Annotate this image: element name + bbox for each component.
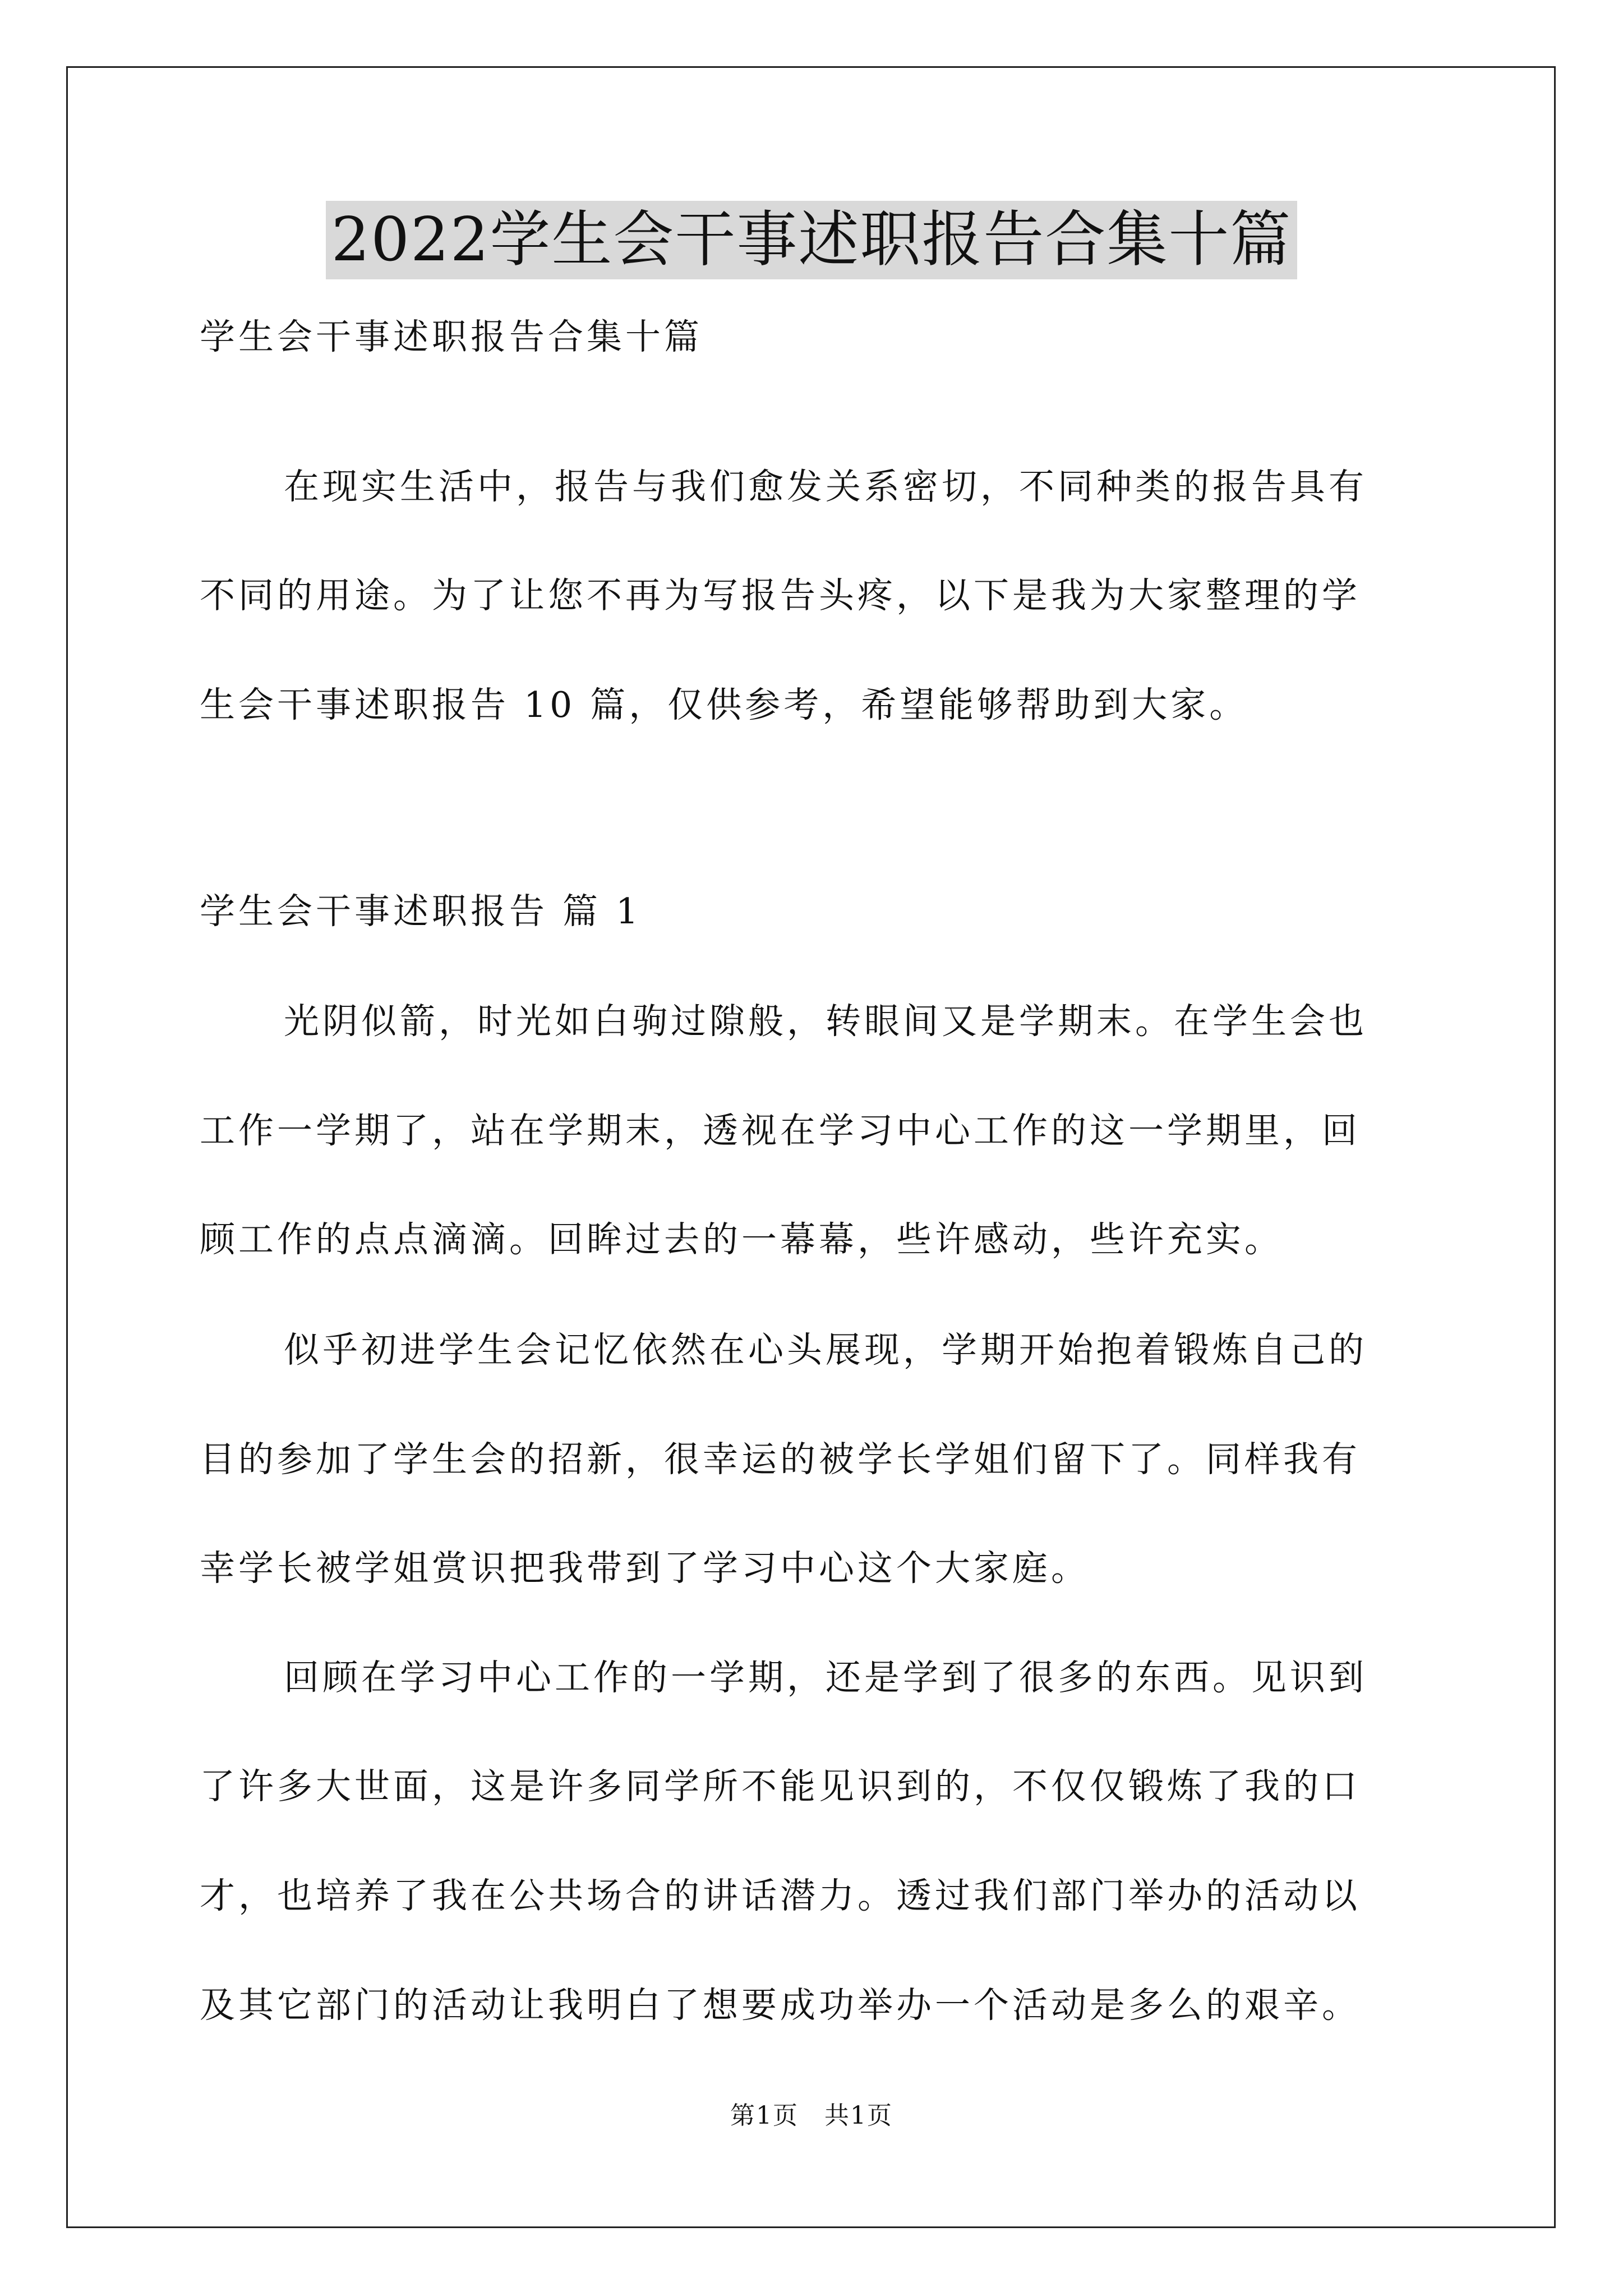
paragraph-line: 才，也培养了我在公共场合的讲话潜力。透过我们部门举办的活动以 <box>200 1875 1361 1916</box>
intro-line: 在现实生活中，报告与我们愈发关系密切，不同种类的报告具有 <box>284 466 1367 507</box>
paragraph-line: 目的参加了学生会的招新，很幸运的被学长学姐们留下了。同样我有 <box>200 1439 1361 1480</box>
intro-line: 不同的用途。为了让您不再为写报告头疼，以下是我为大家整理的学 <box>200 575 1361 616</box>
paragraph-line: 及其它部门的活动让我明白了想要成功举办一个活动是多么的艰辛。 <box>200 1985 1361 2026</box>
paragraph-line: 顾工作的点点滴滴。回眸过去的一幕幕，些许感动，些许充实。 <box>200 1219 1283 1260</box>
paragraph-line: 回顾在学习中心工作的一学期，还是学到了很多的东西。见识到 <box>284 1657 1367 1698</box>
section-heading: 学生会干事述职报告 篇 1 <box>200 891 642 932</box>
intro-line: 生会干事述职报告 10 篇，仅供参考，希望能够帮助到大家。 <box>200 684 1248 725</box>
document-subtitle: 学生会干事述职报告合集十篇 <box>200 316 703 357</box>
paragraph-line: 光阴似箭，时光如白驹过隙般，转眼间又是学期末。在学生会也 <box>284 1001 1367 1042</box>
paragraph-line: 工作一学期了，站在学期末，透视在学习中心工作的这一学期里，回 <box>200 1110 1361 1151</box>
paragraph-line: 似乎初进学生会记忆依然在心头展现，学期开始抱着锻炼自己的 <box>284 1329 1367 1370</box>
paragraph-line: 幸学长被学姐赏识把我带到了学习中心这个大家庭。 <box>200 1548 1090 1589</box>
page-footer: 第1页 共1页 <box>730 2101 893 2130</box>
document-title: 2022学生会干事述职报告合集十篇 <box>326 201 1298 279</box>
paragraph-line: 了许多大世面，这是许多同学所不能见识到的，不仅仅锻炼了我的口 <box>200 1766 1361 1807</box>
title-container <box>0 201 1623 279</box>
